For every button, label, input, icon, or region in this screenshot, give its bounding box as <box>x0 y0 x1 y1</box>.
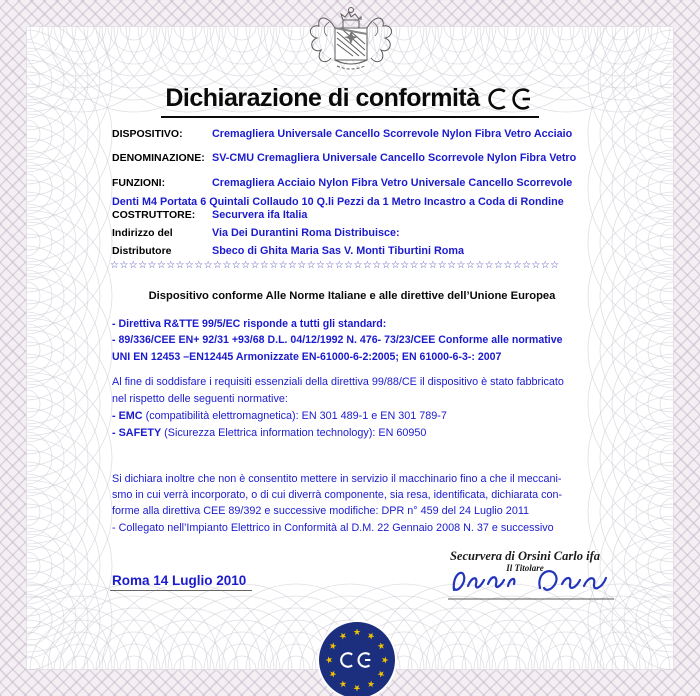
directive-line: - 89/336/CEE EN+ 92/31 +93/68 D.L. 04/12/1992 N. 476- 73/23/CEE Conforme alle normative <box>112 334 563 347</box>
declaration-line: smo in cui verrà incorporato, o di cui diverrà componente, sia resa, identificata, dichiarata con- <box>112 489 563 502</box>
manufacturer-block <box>112 209 652 263</box>
norms-block <box>112 374 652 442</box>
eu-star-icon: ★ <box>326 640 340 652</box>
eu-star-icon: ★ <box>374 640 388 652</box>
coat-of-arms-icon <box>293 2 409 78</box>
declaration-line: forme alla direttiva CEE 89/392 e successive modifiche: DPR n° 459 del 24 Luglio 2011 <box>112 505 530 518</box>
norms-emc-rest: (compatibilità elettromagnetica): EN 301 489-1 e EN 301 789-7 <box>142 410 447 422</box>
directive-line: UNI EN 12453 –EN12445 Armonizzate EN-61000-6-2:2005; EN 61000-6-3-: 2007 <box>112 350 502 363</box>
field-indirizzo <box>112 227 652 245</box>
eu-ce-badge: ★ ★ ★ ★ ★ ★ ★ ★ ★ ★ ★ ★ <box>319 622 395 696</box>
norms-safety-bold: - SAFETY <box>112 427 162 439</box>
declaration-line: - Collegato nell’Impianto Elettrico in Conformità al D.M. 22 Gennaio 2008 N. 37 e successivo <box>112 521 554 534</box>
field-costruttore-value: Securvera ifa Italia <box>212 209 308 221</box>
eu-star-icon: ★ <box>337 629 349 643</box>
norms-line: nel rispetto delle seguenti normative: <box>112 393 288 405</box>
signature-company: Securvera di Orsini Carlo ifa <box>449 549 600 563</box>
date-line: Roma 14 Luglio 2010 <box>110 573 252 591</box>
norms-emc-bold: - EMC <box>112 410 143 422</box>
norms-line: Al fine di soddisfare i requisiti essenziali della direttiva 99/88/CE il dispositivo è stato fabbricato <box>112 376 564 388</box>
field-denominazione <box>112 152 652 164</box>
title-row <box>0 84 700 118</box>
field-funzioni-value-line1: Cremagliera Acciaio Nylon Fibra Vetro Universale Cancello Scorrevole <box>212 177 573 189</box>
field-distributore-label: Distributore <box>112 245 172 257</box>
declaration-line: Si dichiara inoltre che non è consentito mettere in servizio il macchinario fino a che il meccani- <box>112 473 562 485</box>
field-indirizzo-value: Via Dei Durantini Roma Distribuisce: <box>212 227 400 239</box>
field-dispositivo-label: DISPOSITIVO: <box>112 128 183 140</box>
eu-star-icon: ★ <box>365 677 377 691</box>
field-funzioni <box>112 174 652 212</box>
field-funzioni-label: FUNZIONI: <box>112 177 166 189</box>
eu-star-icon: ★ <box>326 668 340 680</box>
signature-handwriting <box>444 564 620 604</box>
norms-safety-line <box>112 425 652 442</box>
field-distributore-value: Sbeco di Ghita Maria Sas V. Monti Tiburtini Roma <box>212 245 464 257</box>
field-costruttore-label: COSTRUTTORE: <box>112 209 196 221</box>
conformity-heading: Dispositivo conforme Alle Norme Italiane e alle direttive dell’Unione Europea <box>148 290 556 302</box>
norms-safety-rest: (Sicurezza Elettrica information technology): EN 60950 <box>161 427 427 439</box>
signature-role: Il Titolare <box>506 563 544 573</box>
eu-star-icon: ★ <box>374 668 388 680</box>
star-separator: ☆☆☆☆☆☆☆☆☆☆☆☆☆☆☆☆☆☆☆☆☆☆☆☆☆☆☆☆☆☆☆☆☆☆☆☆☆☆☆☆☆☆☆☆☆☆☆☆ <box>110 260 560 271</box>
field-funzioni-value-line2: Denti M4 Portata 6 Quintali Collaudo 10 Q.li Pezzi da 1 Metro Incastro a Coda di Rondine <box>112 196 564 208</box>
field-costruttore <box>112 209 652 227</box>
directive-line: - Direttiva R&TTE 99/5/EC risponde a tutti gli standard: <box>112 318 387 330</box>
page-title-text: Dichiarazione di conformità <box>165 84 480 112</box>
badge-ce-icon <box>340 651 374 669</box>
eu-star-icon: ★ <box>337 677 349 691</box>
page-title <box>161 84 538 118</box>
eu-star-icon: ★ <box>365 629 377 643</box>
field-dispositivo <box>112 128 652 140</box>
norms-emc-line <box>112 408 652 425</box>
declaration-block <box>112 471 652 536</box>
field-denominazione-value: SV-CMU Cremagliera Universale Cancello Scorrevole Nylon Fibra Vetro <box>212 152 577 164</box>
ce-mark-icon <box>488 87 535 111</box>
field-indirizzo-label: Indirizzo del <box>112 227 173 239</box>
field-dispositivo-value: Cremagliera Universale Cancello Scorrevole Nylon Fibra Vetro Acciaio <box>212 128 573 140</box>
field-denominazione-label: DENOMINAZIONE: <box>112 152 205 164</box>
directives-block <box>112 316 652 365</box>
